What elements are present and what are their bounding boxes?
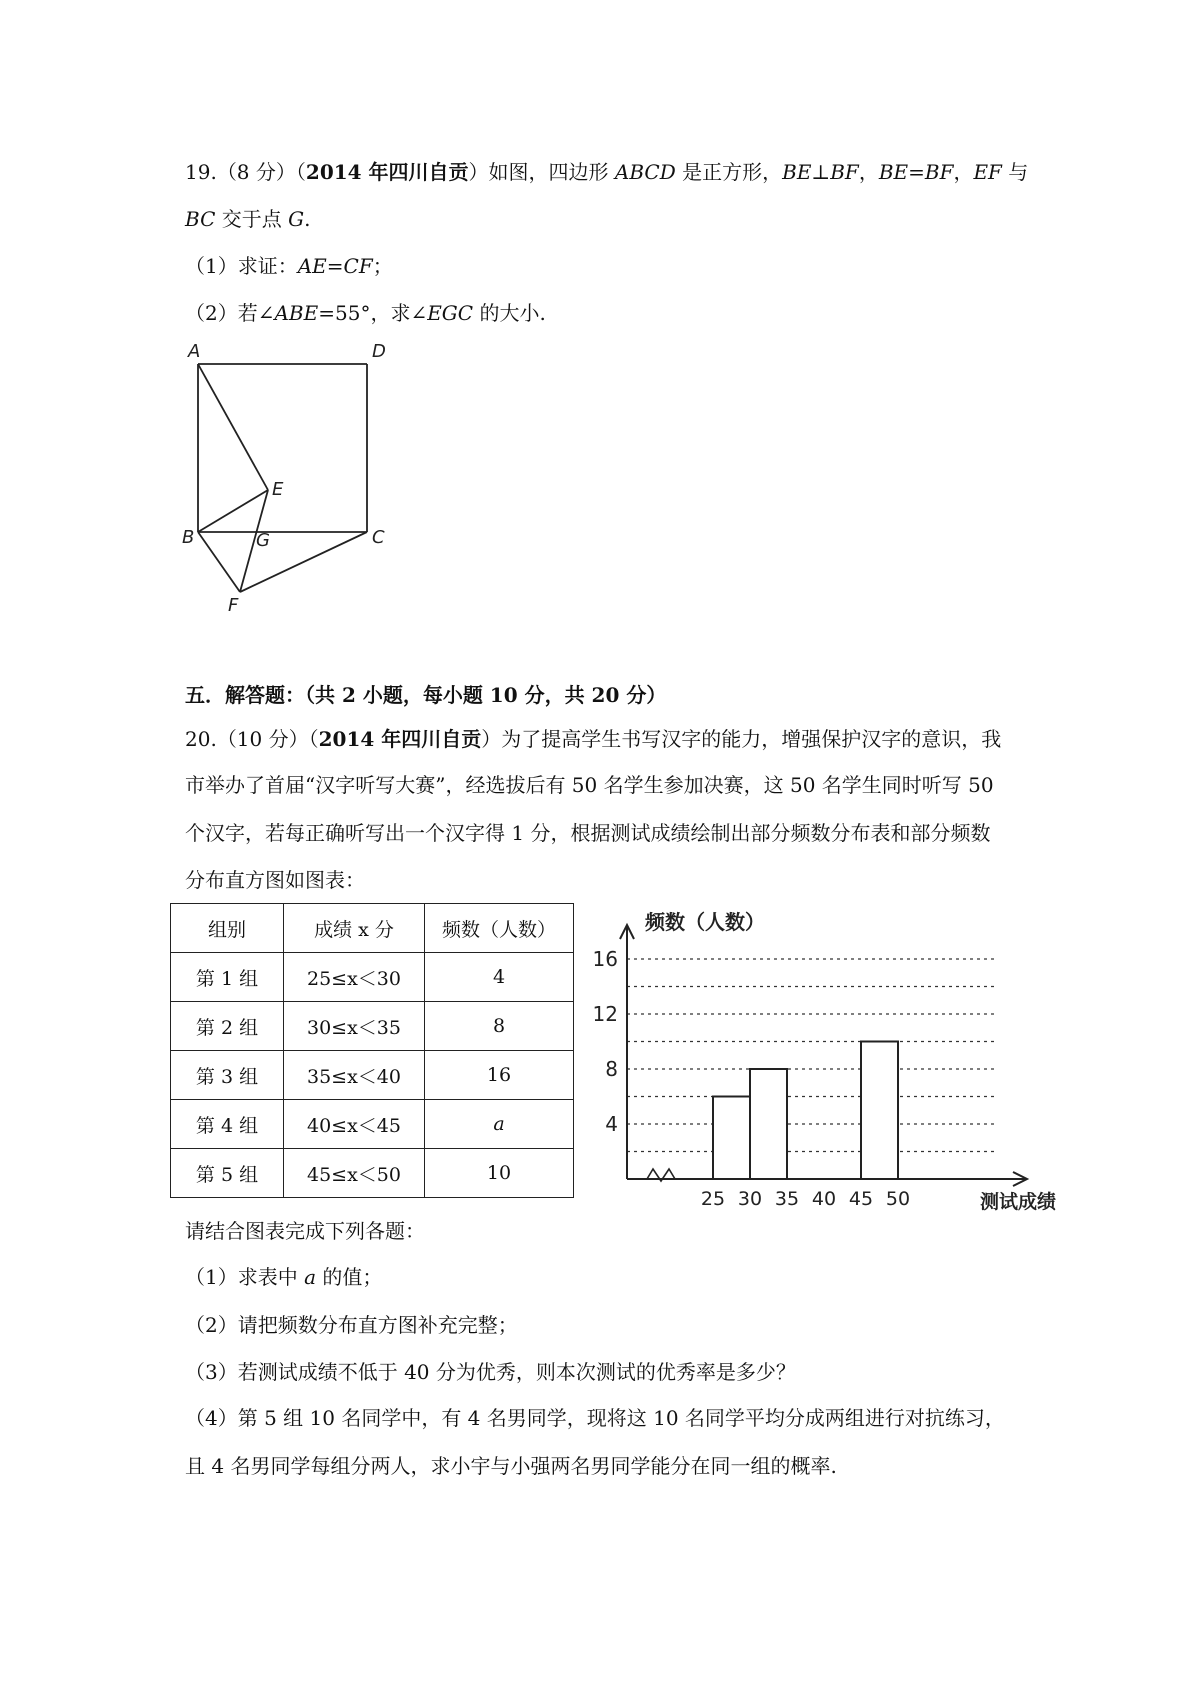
table-cell: 10: [425, 1149, 574, 1198]
section5-title: 五．解答题：（共 2 小题，每小题 10 分，共 20 分）: [185, 683, 667, 707]
table-cell: 40≤x＜45: [284, 1100, 425, 1149]
q20-line4: 分布直方图如图表：: [185, 868, 365, 892]
table-cell: 第 3 组: [171, 1051, 284, 1100]
y-axis-label: 频数（人数）: [645, 910, 765, 934]
table-header-group: 组别: [171, 904, 284, 953]
table-cell: 4: [425, 953, 574, 1002]
table-cell: 35≤x＜40: [284, 1051, 425, 1100]
q19-comma2: ，: [953, 160, 974, 184]
table-row: [171, 1149, 574, 1198]
q19-part1-suffix: ；: [372, 254, 393, 278]
q19-part2-egc: EGC: [427, 301, 474, 325]
x-tick-label: 45: [848, 1188, 874, 1210]
segment-bf: [198, 532, 240, 592]
x-tick-label: 25: [700, 1188, 726, 1210]
table-row: [171, 1002, 574, 1051]
q20-part1-prefix: （1）求表中: [185, 1265, 305, 1289]
q19-part1-expr: AE=CF: [297, 254, 373, 278]
segment-ae: [198, 364, 268, 490]
table-cell: 16: [425, 1051, 574, 1100]
histogram-bar: [713, 1097, 750, 1180]
q19-part2: [185, 301, 546, 325]
table-cell: 第 2 组: [171, 1002, 284, 1051]
label-f: F: [228, 595, 239, 615]
q20-line2: 市举办了首届“汉字听写大赛”，经选拔后有 50 名学生参加决赛，这 50 名学生同时听写 50: [185, 773, 994, 797]
q20-part1-suffix: 的值；: [316, 1265, 383, 1289]
q19-bc: BC: [185, 207, 216, 231]
x-tick-label: 50: [885, 1188, 911, 1210]
q20-part1: [185, 1265, 382, 1289]
q19-part1: [185, 254, 393, 278]
q20-line3: 个汉字，若每正确听写出一个汉字得 1 分，根据测试成绩绘制出部分频数分布表和部分频数: [185, 821, 991, 845]
q19-comma: ，: [858, 160, 879, 184]
q19-score: （8 分）（: [216, 160, 306, 184]
label-c: C: [372, 527, 385, 548]
label-a: A: [188, 341, 201, 362]
table-cell: 第 5 组: [171, 1149, 284, 1198]
y-tick-label: 12: [592, 1002, 618, 1026]
table-cell: 30≤x＜35: [284, 1002, 425, 1051]
q19-paren: ）: [468, 160, 489, 184]
x-tick-label: 30: [737, 1188, 763, 1210]
q20-line1: [185, 727, 1001, 751]
q19-line1: [185, 160, 1028, 184]
frequency-table: [170, 903, 574, 1198]
q19-text: 如图，四边形: [488, 160, 615, 184]
q20-source: 2014 年四川自贡: [318, 727, 482, 751]
table-cell: 45≤x＜50: [284, 1149, 425, 1198]
table-row: [171, 1100, 574, 1149]
table-cell: 8: [425, 1002, 574, 1051]
table-row: [171, 1051, 574, 1100]
table-cell: 第 4 组: [171, 1100, 284, 1149]
q19-part1-prefix: （1）求证：: [185, 254, 298, 278]
q19-period: .: [304, 207, 311, 231]
q19-be-eq-bf: BE=BF: [878, 160, 954, 184]
q19-g: G: [288, 207, 305, 231]
q19-part2-abe: ABE: [274, 301, 319, 325]
q20-number: 20.: [185, 727, 217, 751]
y-tick-label: 16: [592, 947, 618, 971]
label-b: B: [182, 527, 195, 548]
q20-paren: ）: [481, 727, 502, 751]
label-d: D: [372, 341, 386, 362]
y-tick-label: 8: [605, 1057, 618, 1081]
q19-number: 19.: [185, 160, 217, 184]
q19-line2: [185, 207, 310, 231]
table-cell: 25≤x＜30: [284, 953, 425, 1002]
q19-ef: EF: [973, 160, 1002, 184]
q19-yu: 与: [1001, 160, 1029, 184]
table-header-row: [171, 904, 574, 953]
q19-abcd: ABCD: [614, 160, 676, 184]
y-tick-label: 4: [605, 1112, 618, 1136]
x-axis-label: 测试成绩: [980, 1191, 1057, 1213]
table-header-frequency: 频数（人数）: [425, 904, 574, 953]
x-tick-label: 35: [774, 1188, 800, 1210]
table-header-score: 成绩 x 分: [284, 904, 425, 953]
table-cell: a: [425, 1100, 574, 1149]
histogram-bar: [750, 1069, 787, 1179]
q19-part2-mid: =55°，求∠: [318, 301, 428, 325]
q20-part1-a: a: [304, 1265, 317, 1289]
geometry-figure: [170, 335, 410, 615]
table-cell: 第 1 组: [171, 953, 284, 1002]
x-tick-label: 40: [811, 1188, 837, 1210]
histogram-chart: [585, 905, 1075, 1215]
q20-part2: （2）请把频数分布直方图补充完整；: [185, 1313, 518, 1337]
q19-text2: 是正方形，: [675, 160, 783, 184]
q20-score: （10 分）（: [216, 727, 319, 751]
q20-part4-line2: 且 4 名男同学每组分两人，求小宇与小强两名男同学能分在同一组的概率.: [185, 1454, 837, 1478]
q19-be-perp-bf: BE⊥BF: [782, 160, 859, 184]
q19-part2-prefix: （2）若∠: [185, 301, 275, 325]
label-e: E: [272, 479, 284, 500]
histogram-bar: [861, 1042, 898, 1180]
q20-text1: 为了提高学生书写汉字的能力，增强保护汉字的意识，我: [501, 727, 1002, 751]
q19-text3: 交于点: [215, 207, 289, 231]
table-row: [171, 953, 574, 1002]
label-g: G: [256, 530, 270, 551]
q20-after-table: 请结合图表完成下列各题：: [185, 1219, 425, 1243]
q19-part2-suffix: 的大小.: [473, 301, 546, 325]
q20-part4-line1: （4）第 5 组 10 名同学中，有 4 名男同学，现将这 10 名同学平均分成两组进行对抗练习，: [185, 1406, 1005, 1430]
q20-part3: （3）若测试成绩不低于 40 分为优秀，则本次测试的优秀率是多少？: [185, 1360, 796, 1384]
q19-source: 2014 年四川自贡: [305, 160, 469, 184]
